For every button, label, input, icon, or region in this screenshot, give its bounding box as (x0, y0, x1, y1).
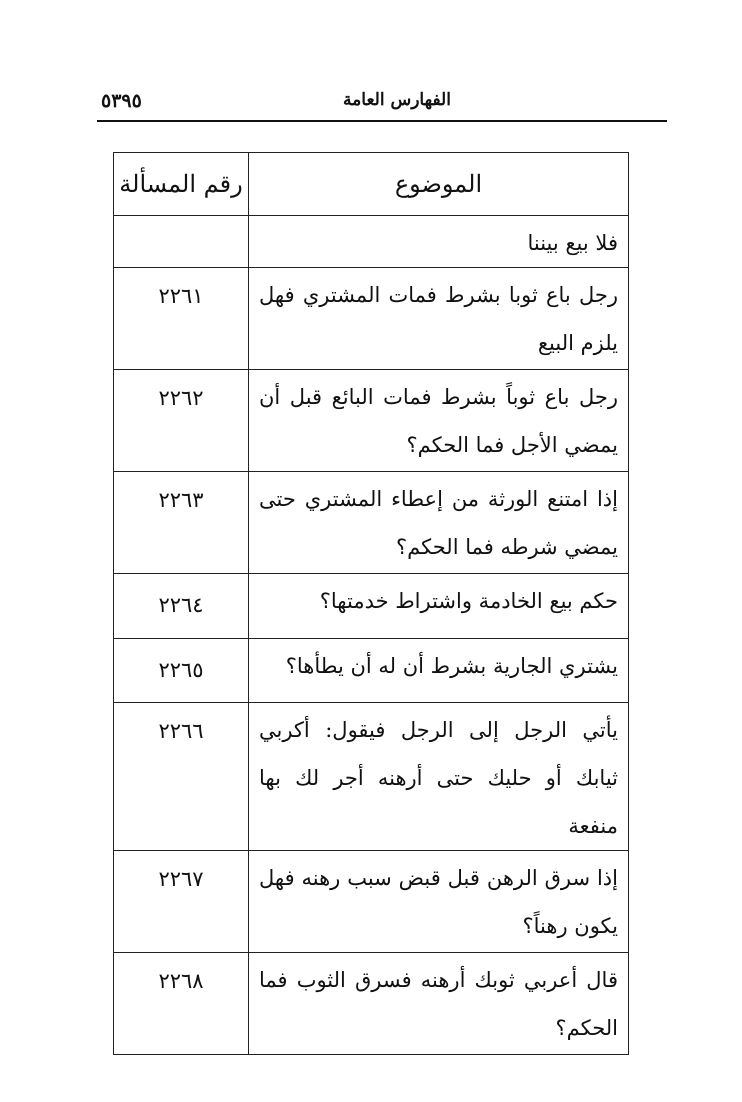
header-divider (97, 120, 667, 122)
topic-cell: إذا امتنع الورثة من إعطاء المشتري حتى يمضي شرطه فما الحكم؟ (249, 472, 629, 574)
table-row (114, 703, 629, 851)
table-row (114, 472, 629, 574)
topic-cell: فلا بيع بيننا (249, 216, 629, 268)
topic-cell: حكم بيع الخادمة واشتراط خدمتها؟ (249, 574, 629, 639)
issue-number-cell: ٢٢٦٨ (114, 953, 249, 1055)
topic-cell: يأتي الرجل إلى الرجل فيقول: أكربي ثيابك أو حليك حتى أرهنه أجر لك بها منفعة (249, 703, 629, 851)
issue-number-cell: ٢٢٦٧ (114, 851, 249, 953)
table-row (114, 216, 629, 268)
page-header (97, 88, 667, 122)
issue-number-cell: ٢٢٦١ (114, 268, 249, 370)
page-title: الفهارس العامة (343, 90, 451, 110)
issue-number-cell: ٢٢٦٣ (114, 472, 249, 574)
issue-number-cell: ٢٢٦٢ (114, 370, 249, 472)
issue-number-cell: ٢٢٦٦ (114, 703, 249, 851)
table-row (114, 574, 629, 639)
column-header-number: رقم المسألة (114, 153, 249, 216)
issue-number-cell: ٢٢٦٤ (114, 574, 249, 639)
index-table (113, 152, 629, 1055)
page-number: ٥٣٩٥ (101, 90, 142, 112)
table-row (114, 953, 629, 1055)
topic-cell: رجل باع ثوبا بشرط فمات المشتري فهل يلزم البيع (249, 268, 629, 370)
column-header-topic: الموضوع (249, 153, 629, 216)
table-row (114, 639, 629, 703)
issue-number-cell (114, 216, 249, 268)
table-header-row (114, 153, 629, 216)
topic-cell: يشتري الجارية بشرط أن له أن يطأها؟ (249, 639, 629, 703)
issue-number-cell: ٢٢٦٥ (114, 639, 249, 703)
table-row (114, 268, 629, 370)
topic-cell: قال أعربي ثوبك أرهنه فسرق الثوب فما الحكم؟ (249, 953, 629, 1055)
table-row (114, 851, 629, 953)
table-row (114, 370, 629, 472)
topic-cell: رجل باع ثوباً بشرط فمات البائع قبل أن يمضي الأجل فما الحكم؟ (249, 370, 629, 472)
topic-cell: إذا سرق الرهن قبل قبض سبب رهنه فهل يكون رهناً؟ (249, 851, 629, 953)
